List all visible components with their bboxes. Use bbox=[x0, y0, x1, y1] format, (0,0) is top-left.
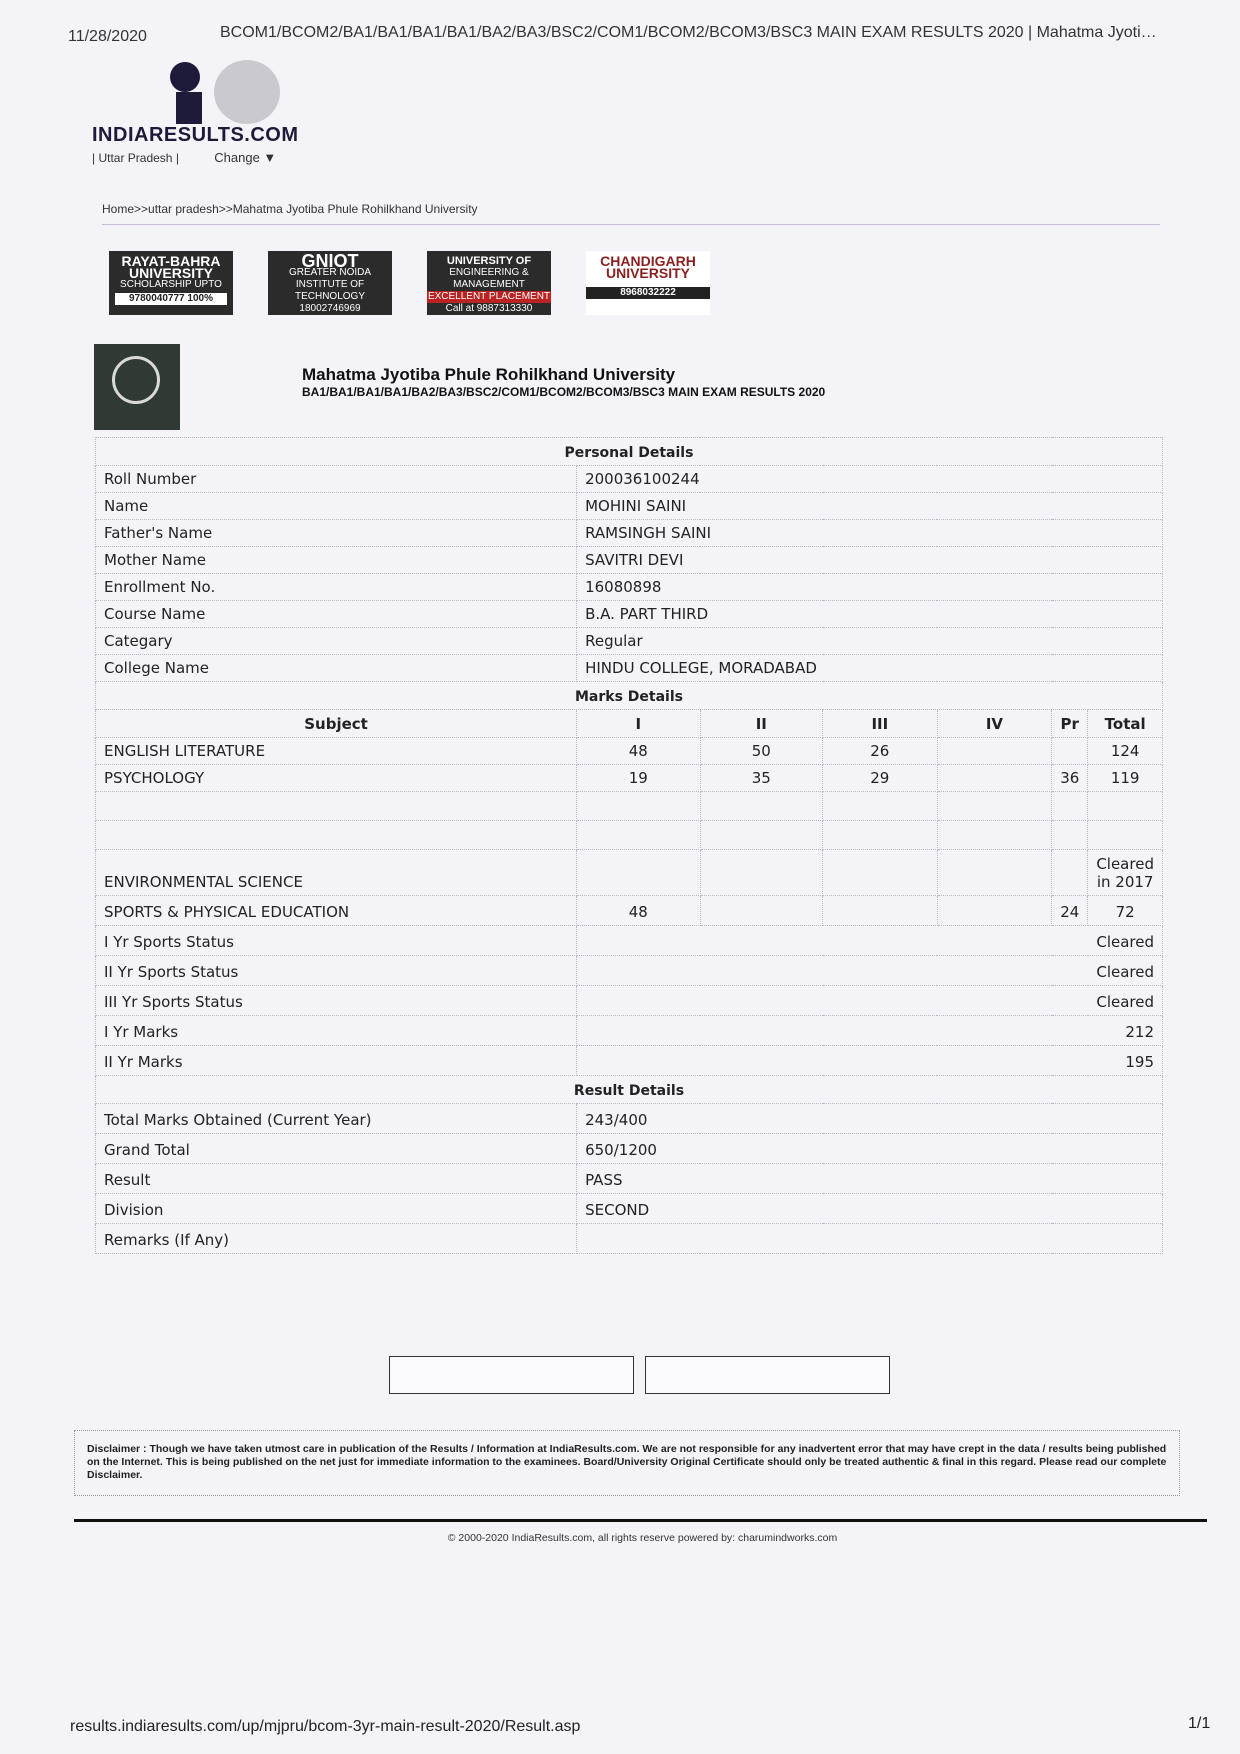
state-selector bbox=[92, 150, 276, 165]
paper-mark-i bbox=[577, 792, 700, 821]
ad-banner-rayat-bahra[interactable] bbox=[109, 251, 233, 315]
status-row bbox=[96, 986, 1163, 1016]
university-emblem-icon bbox=[94, 344, 180, 430]
ad-line: EXCELLENT PLACEMENT bbox=[427, 291, 551, 302]
result-value: 243/400 bbox=[577, 1104, 1163, 1134]
field-value: MOHINI SAINI bbox=[577, 493, 1163, 520]
print-date: 11/28/2020 bbox=[68, 28, 147, 45]
paper-mark-iv bbox=[937, 850, 1052, 896]
copyright: © 2000-2020 IndiaResults.com, all rights reserve powered by: charumindworks.com bbox=[447, 1532, 838, 1544]
status-value: Cleared bbox=[577, 956, 1163, 986]
ad-line: INSTITUTE OF TECHNOLOGY bbox=[294, 279, 365, 302]
paper-mark-iii bbox=[823, 896, 938, 926]
field-value: B.A. PART THIRD bbox=[577, 601, 1163, 628]
result-table bbox=[95, 437, 1163, 1254]
result-value bbox=[577, 1224, 1163, 1254]
result-row bbox=[96, 1194, 1163, 1224]
page-number: 1/1 bbox=[1188, 1715, 1211, 1732]
result-value: SECOND bbox=[577, 1194, 1163, 1224]
ad-line: ENGINEERING & MANAGEMENT bbox=[449, 267, 529, 290]
field-label: Name bbox=[96, 493, 577, 520]
result-row bbox=[96, 1134, 1163, 1164]
ad-line: UNIVERSITY OF bbox=[446, 255, 532, 267]
subject-name: PSYCHOLOGY bbox=[96, 765, 577, 792]
paper-mark-pr: 24 bbox=[1052, 896, 1088, 926]
personal-row bbox=[96, 466, 1163, 493]
subject-total bbox=[1088, 821, 1163, 850]
paper-mark-pr bbox=[1052, 738, 1088, 765]
status-value: 195 bbox=[577, 1046, 1163, 1076]
field-label: College Name bbox=[96, 655, 577, 682]
print-url: results.indiaresults.com/up/mjpru/bcom-3yr-main-result-2020/Result.asp bbox=[70, 1718, 581, 1735]
status-value: Cleared bbox=[577, 986, 1163, 1016]
ad-line: RAYAT-BAHRA bbox=[121, 253, 221, 269]
status-value: Cleared bbox=[577, 926, 1163, 956]
personal-details-heading: Personal Details bbox=[96, 438, 1163, 466]
field-value: HINDU COLLEGE, MORADABAD bbox=[577, 655, 1163, 682]
paper-mark-iv bbox=[937, 821, 1052, 850]
ad-line: GREATER NOIDA bbox=[288, 267, 372, 278]
personal-row bbox=[96, 493, 1163, 520]
paper-mark-ii bbox=[700, 896, 822, 926]
result-label: Remarks (If Any) bbox=[96, 1224, 577, 1254]
field-label: Enrollment No. bbox=[96, 574, 577, 601]
field-value: RAMSINGH SAINI bbox=[577, 520, 1163, 547]
status-label: I Yr Sports Status bbox=[96, 926, 577, 956]
paper-mark-ii: 50 bbox=[700, 738, 822, 765]
status-row bbox=[96, 926, 1163, 956]
personal-row bbox=[96, 574, 1163, 601]
paper-mark-i: 19 bbox=[577, 765, 700, 792]
col-paper-4: IV bbox=[937, 710, 1052, 738]
paper-mark-iv bbox=[937, 896, 1052, 926]
result-label: Result bbox=[96, 1164, 577, 1194]
col-practical: Pr bbox=[1052, 710, 1088, 738]
field-label: Roll Number bbox=[96, 466, 577, 493]
paper-mark-i: 48 bbox=[577, 738, 700, 765]
result-details-heading: Result Details bbox=[96, 1076, 1163, 1104]
status-label: II Yr Marks bbox=[96, 1046, 577, 1076]
subject-name: ENVIRONMENTAL SCIENCE bbox=[96, 850, 577, 896]
change-state-link[interactable]: Change ▼ bbox=[214, 150, 277, 165]
save-button[interactable] bbox=[645, 1356, 890, 1394]
subject-name: SPORTS & PHYSICAL EDUCATION bbox=[96, 896, 577, 926]
result-value: 650/1200 bbox=[577, 1134, 1163, 1164]
paper-mark-ii bbox=[700, 821, 822, 850]
col-paper-2: II bbox=[700, 710, 822, 738]
ad-phone: Call at 9887313330 bbox=[445, 303, 533, 314]
marks-row bbox=[96, 765, 1163, 792]
field-label: Course Name bbox=[96, 601, 577, 628]
paper-mark-iii bbox=[823, 821, 938, 850]
paper-mark-iv bbox=[937, 738, 1052, 765]
marks-row bbox=[96, 850, 1163, 896]
paper-mark-iii: 26 bbox=[823, 738, 938, 765]
ad-banner-gniot[interactable] bbox=[268, 251, 392, 315]
breadcrumb-divider bbox=[102, 224, 1160, 225]
field-label: Mother Name bbox=[96, 547, 577, 574]
marks-row bbox=[96, 821, 1163, 850]
ad-line: UNIVERSITY bbox=[605, 265, 690, 281]
col-paper-3: III bbox=[823, 710, 938, 738]
subject-total: Cleared in 2017 bbox=[1088, 850, 1163, 896]
print-button[interactable] bbox=[389, 1356, 634, 1394]
subject-total bbox=[1088, 792, 1163, 821]
ad-line: SCHOLARSHIP UPTO bbox=[120, 279, 222, 290]
subject-total: 72 bbox=[1088, 896, 1163, 926]
paper-mark-pr bbox=[1052, 821, 1088, 850]
status-row bbox=[96, 1046, 1163, 1076]
ad-banner-uem[interactable] bbox=[427, 251, 551, 315]
paper-mark-i: 48 bbox=[577, 896, 700, 926]
col-subject: Subject bbox=[96, 710, 577, 738]
field-value: 200036100244 bbox=[577, 466, 1163, 493]
ad-line: GNIOT bbox=[301, 251, 359, 271]
site-logo-bar bbox=[176, 92, 202, 124]
marks-row bbox=[96, 738, 1163, 765]
status-value: 212 bbox=[577, 1016, 1163, 1046]
subject-total: 124 bbox=[1088, 738, 1163, 765]
col-paper-1: I bbox=[577, 710, 700, 738]
state-label: | Uttar Pradesh | bbox=[92, 151, 179, 165]
ad-phone: 9780040777 100% bbox=[115, 293, 227, 305]
paper-mark-iii: 29 bbox=[823, 765, 938, 792]
personal-row bbox=[96, 520, 1163, 547]
marks-details-heading: Marks Details bbox=[96, 682, 1163, 710]
site-name[interactable]: INDIARESULTS.COM bbox=[92, 124, 299, 146]
status-row bbox=[96, 956, 1163, 986]
marks-row bbox=[96, 896, 1163, 926]
paper-mark-ii bbox=[700, 792, 822, 821]
paper-mark-iv bbox=[937, 765, 1052, 792]
personal-row bbox=[96, 547, 1163, 574]
result-row bbox=[96, 1164, 1163, 1194]
personal-row bbox=[96, 655, 1163, 682]
ad-banner-chandigarh-university[interactable] bbox=[586, 251, 710, 315]
university-name: Mahatma Jyotiba Phule Rohilkhand University bbox=[302, 365, 676, 384]
subject-total: 119 bbox=[1088, 765, 1163, 792]
paper-mark-iv bbox=[937, 792, 1052, 821]
subject-name: ENGLISH LITERATURE bbox=[96, 738, 577, 765]
result-label: Division bbox=[96, 1194, 577, 1224]
paper-mark-i bbox=[577, 850, 700, 896]
subject-name bbox=[96, 821, 577, 850]
personal-row bbox=[96, 601, 1163, 628]
status-label: II Yr Sports Status bbox=[96, 956, 577, 986]
col-total: Total bbox=[1088, 710, 1163, 738]
paper-mark-iii bbox=[823, 792, 938, 821]
paper-mark-iii bbox=[823, 850, 938, 896]
field-label: Categary bbox=[96, 628, 577, 655]
result-label: Grand Total bbox=[96, 1134, 577, 1164]
paper-mark-ii bbox=[700, 850, 822, 896]
field-value: Regular bbox=[577, 628, 1163, 655]
site-logo-icon bbox=[170, 62, 200, 92]
result-value: PASS bbox=[577, 1164, 1163, 1194]
marks-row bbox=[96, 792, 1163, 821]
ad-line: CHANDIGARH bbox=[600, 253, 696, 269]
paper-mark-i bbox=[577, 821, 700, 850]
paper-mark-pr: 36 bbox=[1052, 765, 1088, 792]
status-row bbox=[96, 1016, 1163, 1046]
subject-name bbox=[96, 792, 577, 821]
result-row bbox=[96, 1224, 1163, 1254]
result-row bbox=[96, 1104, 1163, 1134]
disclaimer: Disclaimer : Though we have taken utmost care in publication of the Results / Information at IndiaResults.com. We are not responsible for any inadvertent error that may have crept in the data / results being published on the Internet. This is being published on the net just for immediate information to the examinees. Board/University Original Certificate should only be treated authentic & final in this regard. Please read our complete Disclaimer. bbox=[74, 1430, 1180, 1496]
ad-phone: 18002746969 bbox=[299, 303, 361, 314]
ad-line: UNIVERSITY bbox=[128, 265, 213, 281]
ad-phone: 8968032222 bbox=[586, 287, 710, 299]
personal-row bbox=[96, 628, 1163, 655]
field-value: SAVITRI DEVI bbox=[577, 547, 1163, 574]
paper-mark-ii: 35 bbox=[700, 765, 822, 792]
breadcrumb[interactable]: Home>>uttar pradesh>>Mahatma Jyotiba Phule Rohilkhand University bbox=[102, 202, 478, 216]
status-label: III Yr Sports Status bbox=[96, 986, 577, 1016]
exam-title: BA1/BA1/BA1/BA1/BA2/BA3/BSC2/COM1/BCOM2/BCOM3/BSC3 MAIN EXAM RESULTS 2020 bbox=[302, 385, 826, 399]
paper-mark-pr bbox=[1052, 850, 1088, 896]
state-map-icon bbox=[214, 60, 280, 124]
result-label: Total Marks Obtained (Current Year) bbox=[96, 1104, 577, 1134]
status-label: I Yr Marks bbox=[96, 1016, 577, 1046]
field-label: Father's Name bbox=[96, 520, 577, 547]
footer-divider bbox=[74, 1519, 1207, 1522]
field-value: 16080898 bbox=[577, 574, 1163, 601]
paper-mark-pr bbox=[1052, 792, 1088, 821]
print-title: BCOM1/BCOM2/BA1/BA1/BA1/BA1/BA2/BA3/BSC2/COM1/BCOM2/BCOM3/BSC3 MAIN EXAM RESULTS 2020 | Mahatma Jyoti… bbox=[220, 24, 1157, 41]
